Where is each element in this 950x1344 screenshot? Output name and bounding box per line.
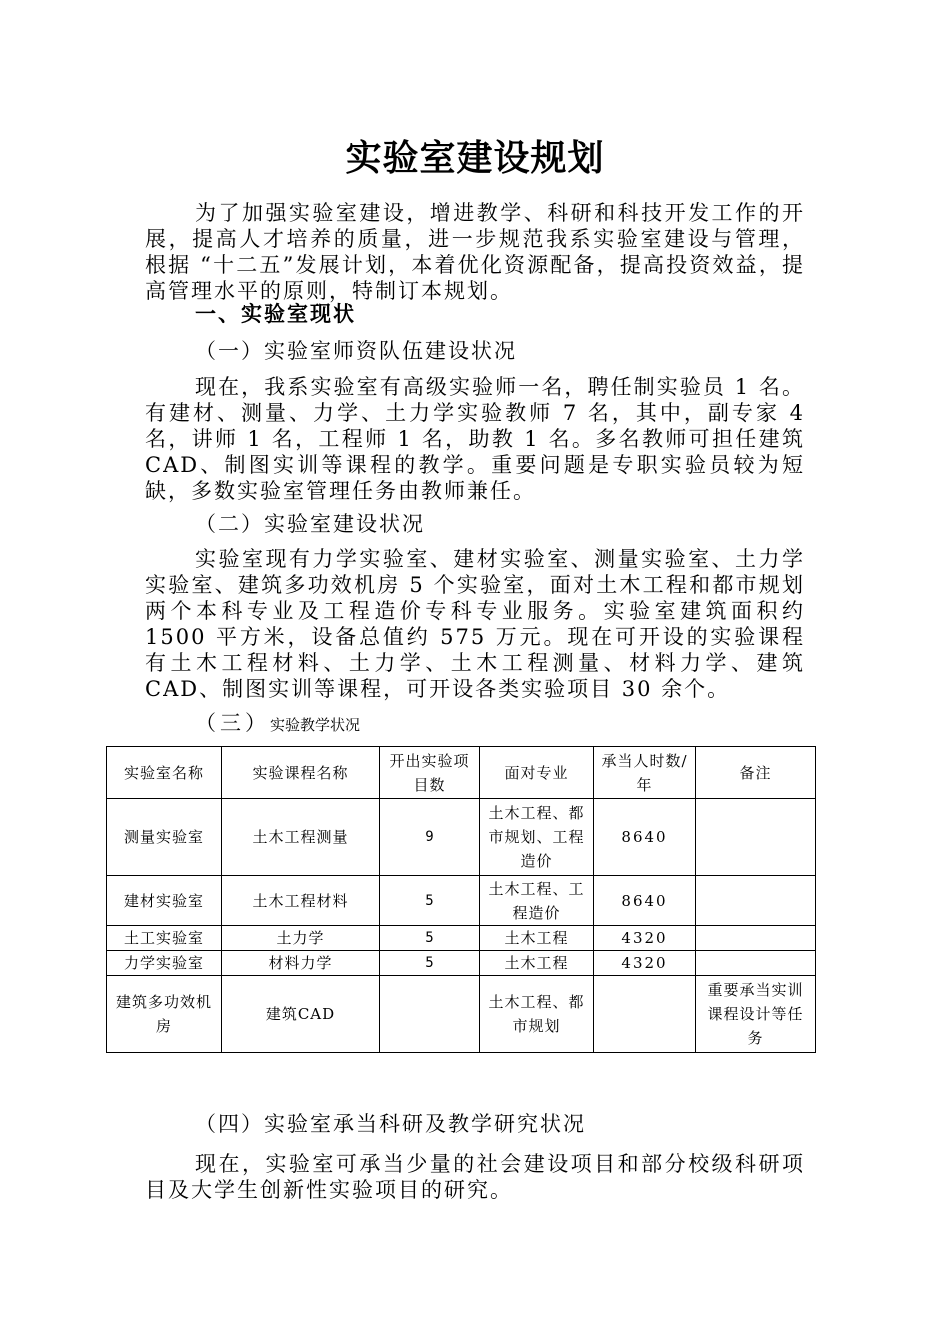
table-header-row <box>107 747 816 799</box>
cell-remarks: 重要承当实训课程设计等任务 <box>696 976 816 1053</box>
header-major: 面对专业 <box>480 747 594 799</box>
cell-remarks <box>696 799 816 876</box>
cell-major: 土木工程 <box>480 926 594 951</box>
cell-hours: 4320 <box>594 951 696 976</box>
cell-lab-name: 测量实验室 <box>107 799 222 876</box>
cell-lab-name: 建材实验室 <box>107 876 222 926</box>
cell-project-count: 9 <box>380 799 480 876</box>
cell-project-count: 5 <box>380 926 480 951</box>
header-project-count: 开出实验项目数 <box>380 747 480 799</box>
cell-major: 土木工程 <box>480 951 594 976</box>
document-title: 实验室建设规划 <box>345 137 605 179</box>
research-paragraph: 现在，实验室可承当少量的社会建设项目和部分校级科研项目及大学生创新性实验项目的研究。 <box>145 1152 805 1202</box>
subheading-teaching-label: 实验教学状况 <box>270 716 361 734</box>
header-lab-name: 实验室名称 <box>107 747 222 799</box>
cell-lab-name: 土工实验室 <box>107 926 222 951</box>
cell-lab-name: 建筑多功效机房 <box>107 976 222 1053</box>
header-hours: 承当人时数/年 <box>594 747 696 799</box>
header-remarks: 备注 <box>696 747 816 799</box>
subheading-faculty: （一）实验室师资队伍建设状况 <box>195 339 517 363</box>
section-heading-status: 一、实验室现状 <box>195 301 356 326</box>
cell-project-count <box>380 976 480 1053</box>
subheading-research: （四）实验室承当科研及教学研究状况 <box>195 1112 586 1136</box>
cell-major: 土木工程、工程造价 <box>480 876 594 926</box>
cell-major: 土木工程、都市规划 <box>480 976 594 1053</box>
cell-lab-name: 力学实验室 <box>107 951 222 976</box>
header-course-name: 实验课程名称 <box>222 747 380 799</box>
construction-paragraph: 实验室现有力学实验室、建材实验室、测量实验室、土力学实验室、建筑多功效机房 5 个实验室，面对土木工程和都市规划两个本科专业及工程造价专科专业服务。实验室建筑面积约 1500 平方米，设备总值约 575 万元。现在可开设的实验课程有土木工程材料、土力学、土木工程测量、材料力学、建筑CAD、制图实训等课程，可开设各类实验项目 30 余个。 <box>145 547 805 701</box>
cell-remarks <box>696 951 816 976</box>
cell-project-count: 5 <box>380 876 480 926</box>
cell-remarks <box>696 876 816 926</box>
cell-major: 土木工程、都市规划、工程造价 <box>480 799 594 876</box>
table-row <box>107 976 816 1053</box>
cell-course-name: 土力学 <box>222 926 380 951</box>
table-row <box>107 876 816 926</box>
cell-course-name: 建筑CAD <box>222 976 380 1053</box>
cell-course-name: 土木工程测量 <box>222 799 380 876</box>
lab-table <box>106 746 816 1053</box>
cell-hours: 8640 <box>594 876 696 926</box>
cell-hours: 8640 <box>594 799 696 876</box>
subheading-construction: （二）实验室建设状况 <box>195 512 425 536</box>
cell-course-name: 材料力学 <box>222 951 380 976</box>
faculty-paragraph: 现在，我系实验室有高级实验师一名，聘任制实验员 1 名。有建材、测量、力学、土力学实验教师 7 名，其中，副专家 4 名，讲师 1 名，工程师 1 名，助教 1 名。多名教师可担任建筑CAD、制图实训等课程的教学。重要问题是专职实验员较为短缺，多数实验室管理任务由教师兼任。 <box>145 375 805 503</box>
cell-project-count: 5 <box>380 951 480 976</box>
cell-course-name: 土木工程材料 <box>222 876 380 926</box>
subheading-teaching <box>195 710 360 738</box>
subheading-teaching-number: （三） <box>195 711 270 735</box>
table-row <box>107 799 816 876</box>
table-row <box>107 926 816 951</box>
table-row <box>107 951 816 976</box>
cell-remarks <box>696 926 816 951</box>
intro-paragraph: 为了加强实验室建设，增进教学、科研和科技开发工作的开展，提高人才培养的质量，进一步规范我系实验室建设与管理，根据 “十二五”发展计划，本着优化资源配备，提高投资效益，提高管理水平的原则，特制订本规划。 <box>145 201 805 303</box>
cell-hours: 4320 <box>594 926 696 951</box>
cell-hours <box>594 976 696 1053</box>
